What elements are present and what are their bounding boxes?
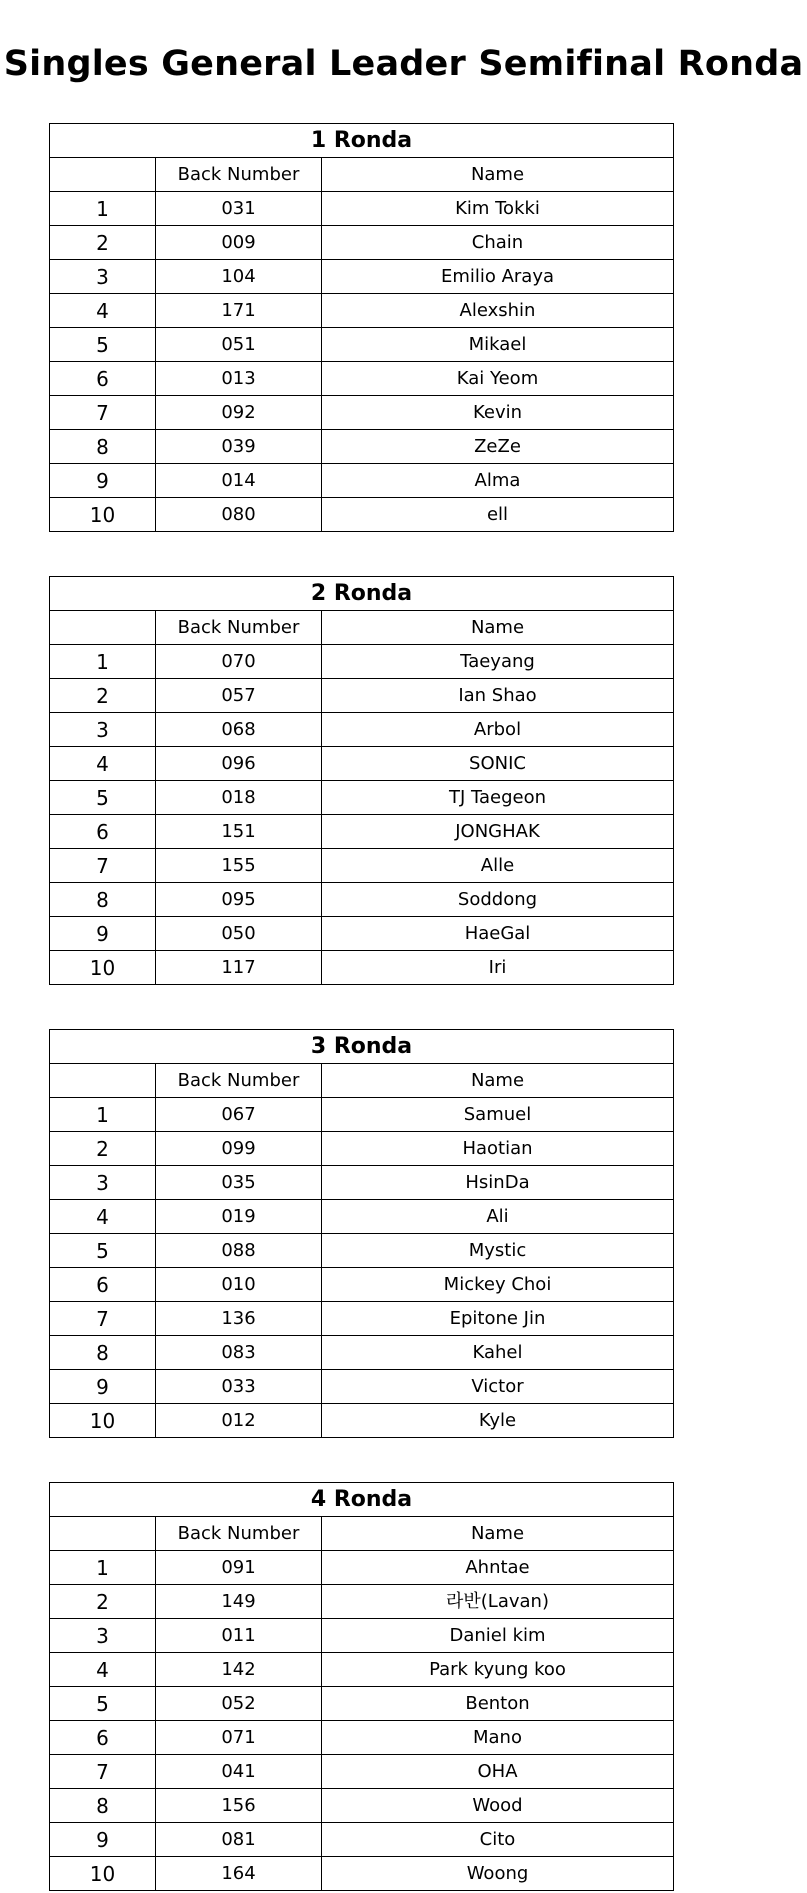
name-cell: Epitone Jin xyxy=(322,1302,674,1336)
rank-cell: 5 xyxy=(50,328,156,362)
name-cell: Woong xyxy=(322,1857,674,1891)
name-cell: Alle xyxy=(322,849,674,883)
ronda-title-row xyxy=(50,1483,674,1517)
table-row xyxy=(50,645,674,679)
back-number-cell: 096 xyxy=(156,747,322,781)
table-row xyxy=(50,883,674,917)
rank-cell: 9 xyxy=(50,1823,156,1857)
back-number-header: Back Number xyxy=(156,1064,322,1098)
back-number-cell: 171 xyxy=(156,294,322,328)
table-row xyxy=(50,192,674,226)
table-row xyxy=(50,1404,674,1438)
rank-cell: 7 xyxy=(50,1755,156,1789)
back-number-cell: 149 xyxy=(156,1585,322,1619)
rank-cell: 1 xyxy=(50,192,156,226)
name-cell: Benton xyxy=(322,1687,674,1721)
name-cell: Kim Tokki xyxy=(322,192,674,226)
rank-cell: 8 xyxy=(50,1789,156,1823)
back-number-cell: 151 xyxy=(156,815,322,849)
back-number-cell: 033 xyxy=(156,1370,322,1404)
name-cell: Kahel xyxy=(322,1336,674,1370)
name-cell: Mano xyxy=(322,1721,674,1755)
table-row xyxy=(50,1166,674,1200)
table-row xyxy=(50,1585,674,1619)
table-row xyxy=(50,1687,674,1721)
table-row xyxy=(50,1789,674,1823)
table-row xyxy=(50,951,674,985)
back-number-cell: 068 xyxy=(156,713,322,747)
name-cell: Mikael xyxy=(322,328,674,362)
back-number-cell: 155 xyxy=(156,849,322,883)
name-cell: Ahntae xyxy=(322,1551,674,1585)
table-row xyxy=(50,1098,674,1132)
rank-cell: 6 xyxy=(50,362,156,396)
name-cell: Soddong xyxy=(322,883,674,917)
back-number-cell: 035 xyxy=(156,1166,322,1200)
name-cell: Kevin xyxy=(322,396,674,430)
table-row xyxy=(50,713,674,747)
rank-cell: 2 xyxy=(50,226,156,260)
ronda-title-row xyxy=(50,577,674,611)
rank-header xyxy=(50,158,156,192)
table-row xyxy=(50,1823,674,1857)
back-number-cell: 013 xyxy=(156,362,322,396)
name-cell: Cito xyxy=(322,1823,674,1857)
name-cell: TJ Taegeon xyxy=(322,781,674,815)
back-number-cell: 067 xyxy=(156,1098,322,1132)
page-title: Singles General Leader Semifinal Ronda xyxy=(3,44,804,84)
table-row xyxy=(50,1857,674,1891)
table-header-row xyxy=(50,158,674,192)
rank-header xyxy=(50,1064,156,1098)
table-row xyxy=(50,362,674,396)
ronda-title-row xyxy=(50,124,674,158)
back-number-cell: 011 xyxy=(156,1619,322,1653)
name-cell: Kyle xyxy=(322,1404,674,1438)
back-number-cell: 156 xyxy=(156,1789,322,1823)
ronda-title: 4 Ronda xyxy=(50,1483,674,1517)
table-row xyxy=(50,781,674,815)
back-number-cell: 071 xyxy=(156,1721,322,1755)
rank-cell: 2 xyxy=(50,1585,156,1619)
ronda-table xyxy=(49,123,674,532)
table-row xyxy=(50,294,674,328)
back-number-cell: 018 xyxy=(156,781,322,815)
table-header-row xyxy=(50,611,674,645)
back-number-cell: 009 xyxy=(156,226,322,260)
rank-cell: 4 xyxy=(50,294,156,328)
rank-cell: 6 xyxy=(50,1721,156,1755)
table-row xyxy=(50,1551,674,1585)
rank-cell: 10 xyxy=(50,1857,156,1891)
table-row xyxy=(50,498,674,532)
back-number-cell: 142 xyxy=(156,1653,322,1687)
back-number-cell: 041 xyxy=(156,1755,322,1789)
rank-cell: 8 xyxy=(50,430,156,464)
rank-cell: 5 xyxy=(50,1687,156,1721)
name-cell: Taeyang xyxy=(322,645,674,679)
table-row xyxy=(50,1619,674,1653)
back-number-cell: 051 xyxy=(156,328,322,362)
back-number-cell: 012 xyxy=(156,1404,322,1438)
name-cell: ZeZe xyxy=(322,430,674,464)
back-number-cell: 092 xyxy=(156,396,322,430)
table-row xyxy=(50,679,674,713)
table-row xyxy=(50,1653,674,1687)
rank-cell: 7 xyxy=(50,1302,156,1336)
back-number-cell: 081 xyxy=(156,1823,322,1857)
rank-cell: 7 xyxy=(50,849,156,883)
rank-cell: 3 xyxy=(50,1166,156,1200)
table-row xyxy=(50,849,674,883)
name-cell: Samuel xyxy=(322,1098,674,1132)
rank-cell: 9 xyxy=(50,1370,156,1404)
name-cell: Daniel kim xyxy=(322,1619,674,1653)
back-number-cell: 014 xyxy=(156,464,322,498)
back-number-cell: 083 xyxy=(156,1336,322,1370)
back-number-header: Back Number xyxy=(156,611,322,645)
name-cell: Arbol xyxy=(322,713,674,747)
ronda-table xyxy=(49,1029,674,1438)
table-row xyxy=(50,396,674,430)
back-number-cell: 070 xyxy=(156,645,322,679)
table-row xyxy=(50,328,674,362)
back-number-cell: 052 xyxy=(156,1687,322,1721)
rank-cell: 3 xyxy=(50,1619,156,1653)
table-row xyxy=(50,1132,674,1166)
back-number-cell: 117 xyxy=(156,951,322,985)
name-cell: HaeGal xyxy=(322,917,674,951)
ronda-title: 1 Ronda xyxy=(50,124,674,158)
rank-cell: 10 xyxy=(50,498,156,532)
table-row xyxy=(50,464,674,498)
rank-cell: 3 xyxy=(50,713,156,747)
ronda-table xyxy=(49,576,674,985)
rank-cell: 10 xyxy=(50,1404,156,1438)
rank-cell: 4 xyxy=(50,747,156,781)
table-row xyxy=(50,1370,674,1404)
name-header: Name xyxy=(322,611,674,645)
table-header-row xyxy=(50,1064,674,1098)
back-number-cell: 057 xyxy=(156,679,322,713)
name-cell: Mickey Choi xyxy=(322,1268,674,1302)
rank-cell: 4 xyxy=(50,1200,156,1234)
table-row xyxy=(50,747,674,781)
name-cell: Alma xyxy=(322,464,674,498)
ronda-title: 3 Ronda xyxy=(50,1030,674,1064)
table-row xyxy=(50,1200,674,1234)
rank-cell: 5 xyxy=(50,781,156,815)
name-cell: Kai Yeom xyxy=(322,362,674,396)
rank-cell: 2 xyxy=(50,1132,156,1166)
back-number-cell: 080 xyxy=(156,498,322,532)
back-number-cell: 019 xyxy=(156,1200,322,1234)
name-cell: Alexshin xyxy=(322,294,674,328)
name-cell: Chain xyxy=(322,226,674,260)
rank-cell: 1 xyxy=(50,645,156,679)
rank-cell: 9 xyxy=(50,464,156,498)
name-cell: ell xyxy=(322,498,674,532)
back-number-cell: 091 xyxy=(156,1551,322,1585)
table-row xyxy=(50,1268,674,1302)
table-row xyxy=(50,1234,674,1268)
name-cell: HsinDa xyxy=(322,1166,674,1200)
back-number-cell: 010 xyxy=(156,1268,322,1302)
rank-cell: 8 xyxy=(50,1336,156,1370)
rank-cell: 7 xyxy=(50,396,156,430)
rank-cell: 6 xyxy=(50,1268,156,1302)
name-cell: Emilio Araya xyxy=(322,260,674,294)
back-number-cell: 039 xyxy=(156,430,322,464)
ronda-title: 2 Ronda xyxy=(50,577,674,611)
back-number-cell: 088 xyxy=(156,1234,322,1268)
name-cell: Haotian xyxy=(322,1132,674,1166)
table-row xyxy=(50,1755,674,1789)
name-cell: JONGHAK xyxy=(322,815,674,849)
back-number-cell: 031 xyxy=(156,192,322,226)
name-cell: Mystic xyxy=(322,1234,674,1268)
name-header: Name xyxy=(322,1517,674,1551)
rank-cell: 2 xyxy=(50,679,156,713)
name-cell: Victor xyxy=(322,1370,674,1404)
table-row xyxy=(50,917,674,951)
back-number-cell: 164 xyxy=(156,1857,322,1891)
table-header-row xyxy=(50,1517,674,1551)
name-cell: Ali xyxy=(322,1200,674,1234)
table-row xyxy=(50,1302,674,1336)
rank-cell: 6 xyxy=(50,815,156,849)
rank-header xyxy=(50,611,156,645)
name-cell: Park kyung koo xyxy=(322,1653,674,1687)
back-number-header: Back Number xyxy=(156,158,322,192)
name-cell: OHA xyxy=(322,1755,674,1789)
rank-header xyxy=(50,1517,156,1551)
ronda-table xyxy=(49,1482,674,1891)
name-cell: Wood xyxy=(322,1789,674,1823)
name-header: Name xyxy=(322,1064,674,1098)
rank-cell: 1 xyxy=(50,1551,156,1585)
rank-cell: 1 xyxy=(50,1098,156,1132)
table-row xyxy=(50,815,674,849)
table-row xyxy=(50,1336,674,1370)
table-row xyxy=(50,1721,674,1755)
table-row xyxy=(50,430,674,464)
rank-cell: 4 xyxy=(50,1653,156,1687)
rank-cell: 5 xyxy=(50,1234,156,1268)
table-row xyxy=(50,226,674,260)
back-number-cell: 104 xyxy=(156,260,322,294)
rank-cell: 9 xyxy=(50,917,156,951)
rank-cell: 3 xyxy=(50,260,156,294)
back-number-cell: 136 xyxy=(156,1302,322,1336)
rank-cell: 10 xyxy=(50,951,156,985)
ronda-title-row xyxy=(50,1030,674,1064)
back-number-cell: 095 xyxy=(156,883,322,917)
back-number-cell: 050 xyxy=(156,917,322,951)
table-row xyxy=(50,260,674,294)
name-cell: Ian Shao xyxy=(322,679,674,713)
back-number-header: Back Number xyxy=(156,1517,322,1551)
name-cell: SONIC xyxy=(322,747,674,781)
rank-cell: 8 xyxy=(50,883,156,917)
name-cell: Iri xyxy=(322,951,674,985)
name-header: Name xyxy=(322,158,674,192)
name-cell: 라반(Lavan) xyxy=(322,1585,674,1619)
back-number-cell: 099 xyxy=(156,1132,322,1166)
